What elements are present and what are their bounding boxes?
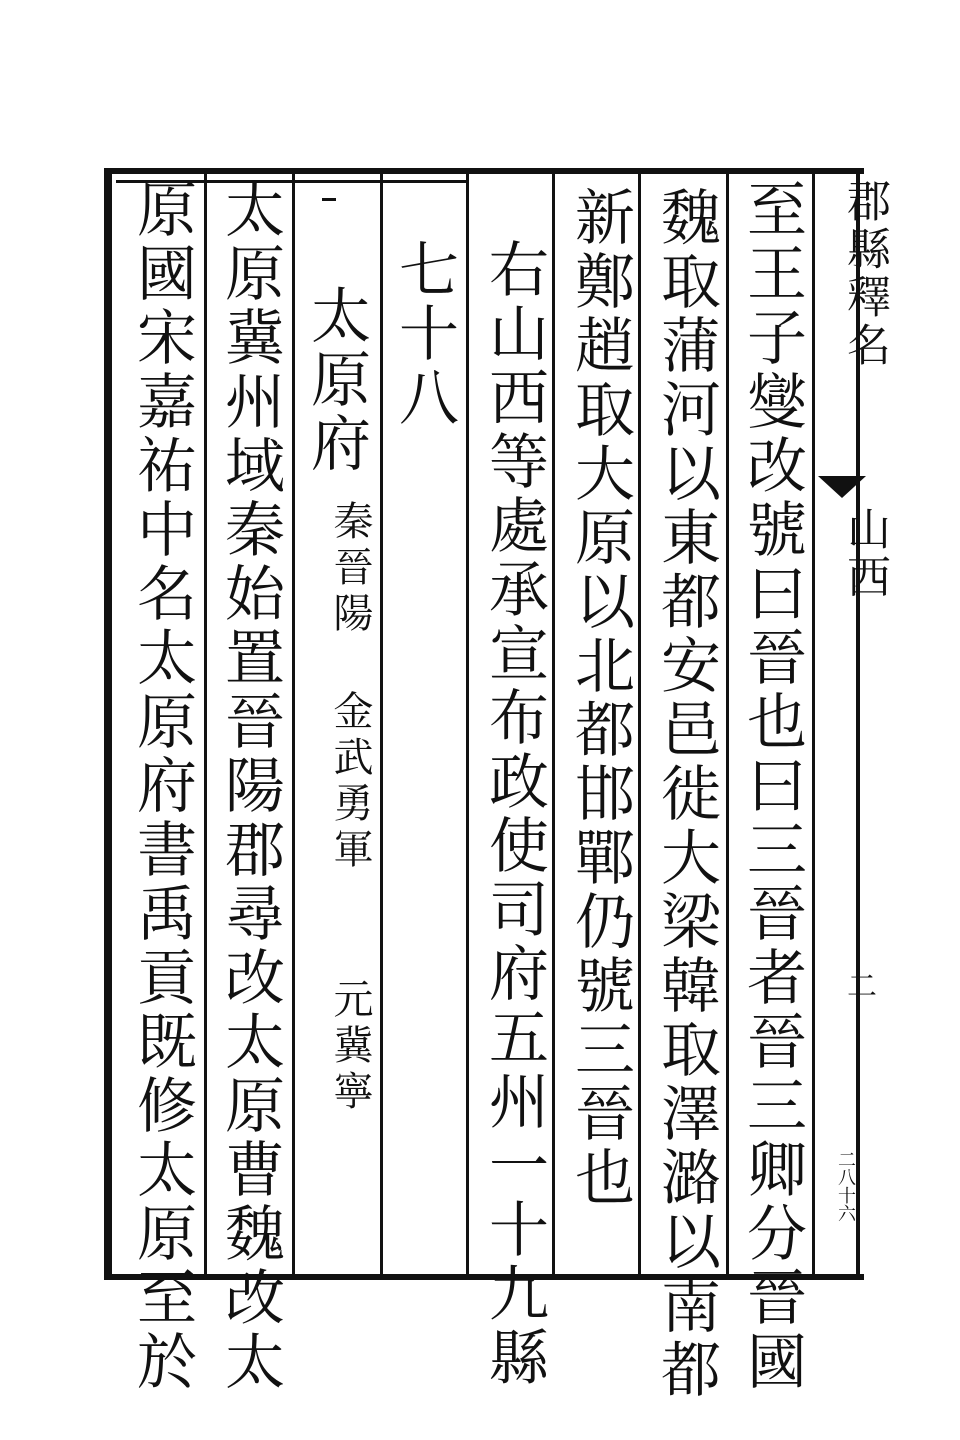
text-column-1: 至王子燮改號曰晉也曰三晉者晉三卿分晉國	[737, 178, 807, 1394]
fish-tail-mark	[818, 476, 866, 498]
entry-note-jin: 金武勇軍	[327, 690, 373, 874]
column-rule	[204, 174, 207, 1274]
dash-mark	[322, 198, 336, 201]
column-rule	[812, 174, 815, 1274]
text-column-3: 新鄭趙取大原以北都邯鄲仍號三晉也	[565, 186, 635, 1210]
frame-left-border	[104, 168, 112, 1280]
margin-section: 山西	[839, 506, 890, 602]
margin-book-title: 郡縣釋名	[839, 178, 890, 370]
text-column-4: 右山西等處承宣布政使司府五州一十九縣	[479, 238, 549, 1390]
entry-note-yuan: 元冀寧	[327, 978, 373, 1116]
margin-leaf-number: 二	[841, 970, 876, 1004]
text-column-2: 魏取蒲河以東都安邑徙大梁韓取澤潞以南都	[651, 186, 721, 1402]
text-column-5: 太原冀州域秦始置晉陽郡尋改太原曹魏改太	[215, 178, 285, 1394]
column-rule	[292, 174, 295, 1274]
column-rule	[466, 174, 469, 1274]
column-rule	[726, 174, 729, 1274]
entry-note-qin: 秦晉陽	[327, 500, 373, 638]
text-column-6: 原國宋嘉祐中名太原府書禹貢既修太原至於	[127, 178, 197, 1394]
entry-heading: 太原府	[301, 284, 371, 476]
frame-top-border	[104, 168, 864, 174]
column-rule	[552, 174, 555, 1274]
column-rule	[380, 174, 383, 1274]
margin-page-number: 二八十六	[835, 1150, 856, 1222]
entry-number: 七十八	[389, 238, 459, 430]
column-rule	[638, 174, 641, 1274]
